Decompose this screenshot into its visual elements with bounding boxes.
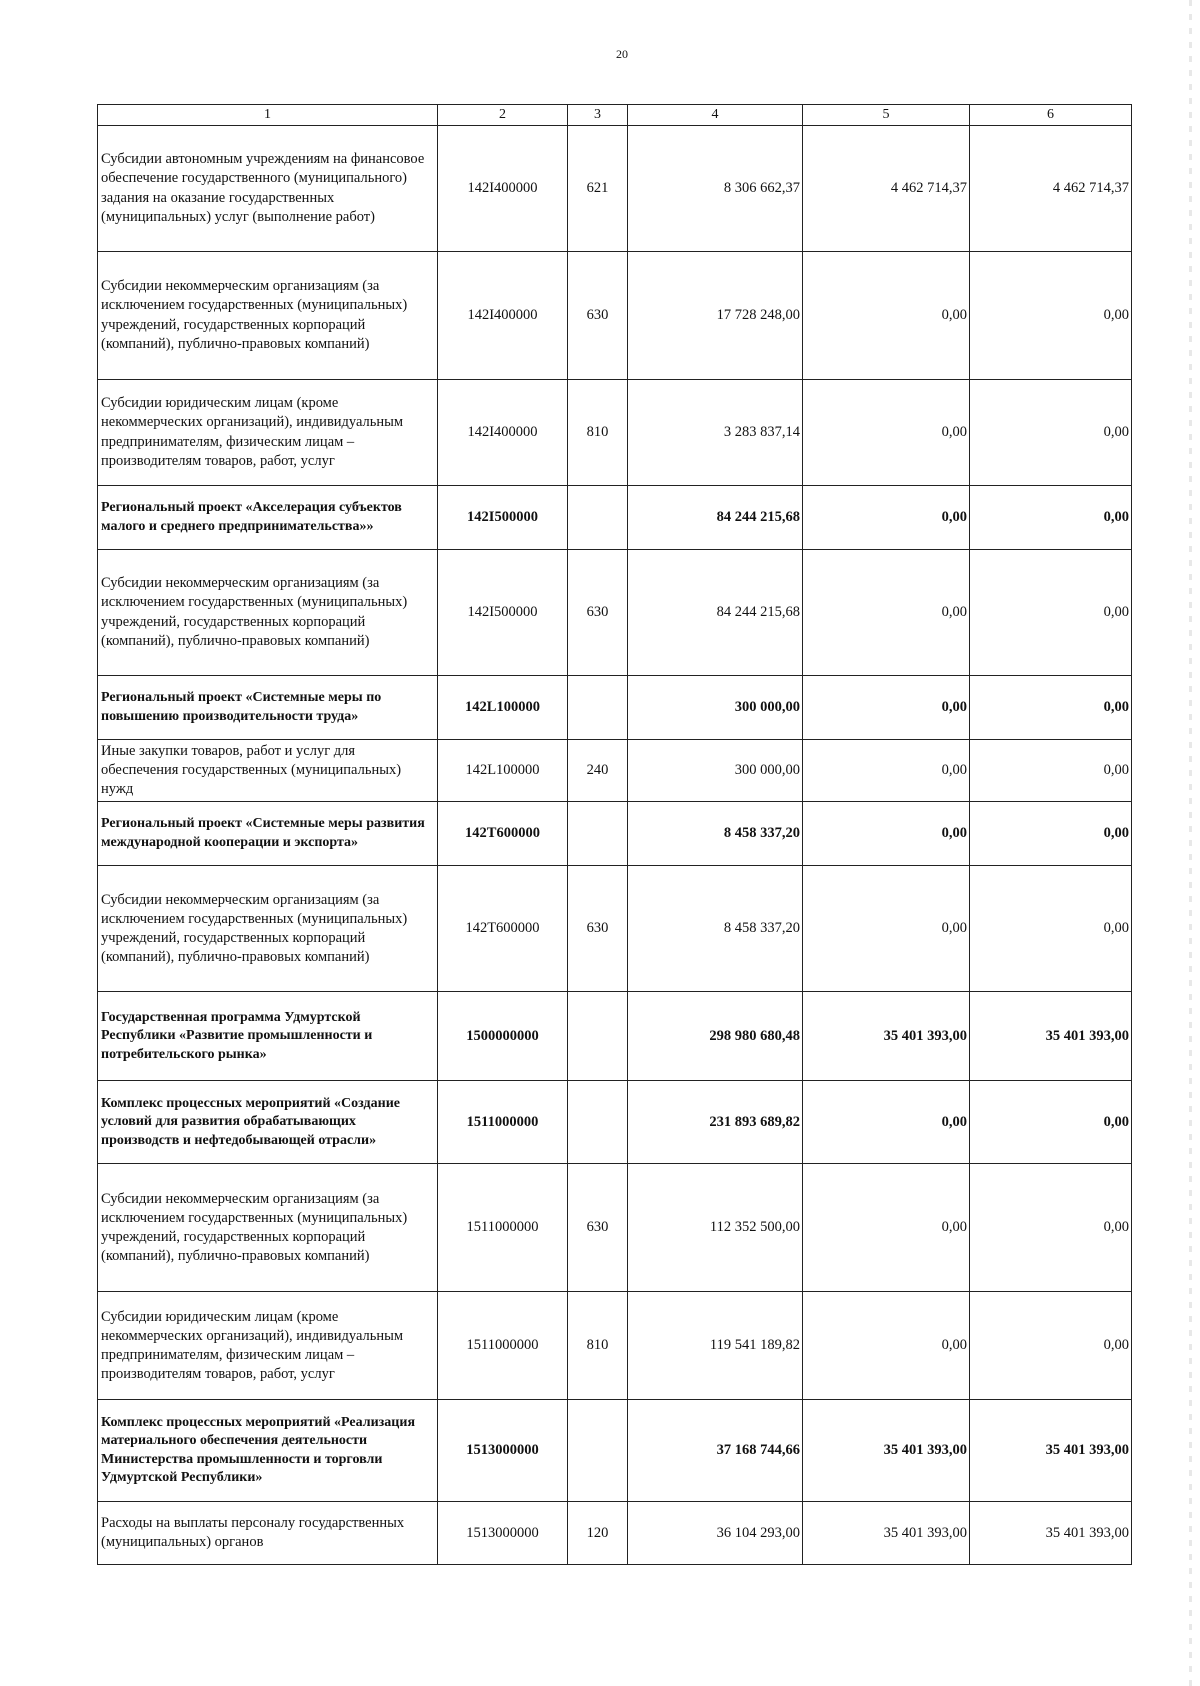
row-name-cell: Комплекс процессных мероприятий «Реализация материального обеспечения деятельности Министерства промышленности и торговли Удмуртской Республики» bbox=[98, 1400, 438, 1502]
table-row bbox=[98, 1292, 1132, 1400]
row-value-col6-cell: 0,00 bbox=[970, 866, 1132, 992]
row-expense-type-cell: 810 bbox=[568, 380, 628, 486]
row-value-col5-cell: 35 401 393,00 bbox=[803, 1400, 970, 1502]
row-value-col6-cell: 0,00 bbox=[970, 1292, 1132, 1400]
row-name-cell: Региональный проект «Системные меры развития международной кооперации и экспорта» bbox=[98, 802, 438, 866]
row-value-col6-cell: 0,00 bbox=[970, 380, 1132, 486]
row-value-col4-cell: 3 283 837,14 bbox=[628, 380, 803, 486]
row-expense-type-cell bbox=[568, 1400, 628, 1502]
row-value-col4-cell: 298 980 680,48 bbox=[628, 992, 803, 1081]
row-value-col5-cell: 0,00 bbox=[803, 676, 970, 740]
row-expense-type-cell bbox=[568, 486, 628, 550]
budget-table bbox=[97, 104, 1132, 1565]
row-value-col6-cell: 0,00 bbox=[970, 1081, 1132, 1164]
table-row bbox=[98, 550, 1132, 676]
row-name-cell: Региональный проект «Акселерация субъектов малого и среднего предпринимательства»» bbox=[98, 486, 438, 550]
row-name-cell: Субсидии некоммерческим организациям (за исключением государственных (муниципальных) учреждений, государственных корпораций (компаний), публично-правовых компаний) bbox=[98, 252, 438, 380]
row-value-col6-cell: 0,00 bbox=[970, 252, 1132, 380]
row-code-cell: 1511000000 bbox=[438, 1081, 568, 1164]
row-code-cell: 142I400000 bbox=[438, 380, 568, 486]
row-name-cell: Расходы на выплаты персоналу государственных (муниципальных) органов bbox=[98, 1502, 438, 1565]
row-code-cell: 142I400000 bbox=[438, 126, 568, 252]
row-name-cell: Государственная программа Удмуртской Республики «Развитие промышленности и потребительского рынка» bbox=[98, 992, 438, 1081]
table-body bbox=[98, 126, 1132, 1565]
row-value-col5-cell: 0,00 bbox=[803, 252, 970, 380]
row-name-cell: Субсидии некоммерческим организациям (за исключением государственных (муниципальных) учреждений, государственных корпораций (компаний), публично-правовых компаний) bbox=[98, 550, 438, 676]
row-name-cell: Субсидии некоммерческим организациям (за исключением государственных (муниципальных) учреждений, государственных корпораций (компаний), публично-правовых компаний) bbox=[98, 866, 438, 992]
row-value-col4-cell: 300 000,00 bbox=[628, 740, 803, 802]
row-name-cell: Иные закупки товаров, работ и услуг для обеспечения государственных (муниципальных) нужд bbox=[98, 740, 438, 802]
table-row bbox=[98, 1164, 1132, 1292]
row-expense-type-cell: 240 bbox=[568, 740, 628, 802]
row-expense-type-cell: 630 bbox=[568, 866, 628, 992]
row-name-cell: Субсидии юридическим лицам (кроме некоммерческих организаций), индивидуальным предпринимателям, физическим лицам – производителям товаров, работ, услуг bbox=[98, 1292, 438, 1400]
row-value-col5-cell: 0,00 bbox=[803, 486, 970, 550]
row-value-col6-cell: 0,00 bbox=[970, 486, 1132, 550]
row-code-cell: 1513000000 bbox=[438, 1400, 568, 1502]
row-value-col4-cell: 300 000,00 bbox=[628, 676, 803, 740]
row-value-col4-cell: 231 893 689,82 bbox=[628, 1081, 803, 1164]
row-value-col4-cell: 84 244 215,68 bbox=[628, 486, 803, 550]
row-code-cell: 1513000000 bbox=[438, 1502, 568, 1565]
row-expense-type-cell: 630 bbox=[568, 252, 628, 380]
table-row bbox=[98, 740, 1132, 802]
row-value-col5-cell: 0,00 bbox=[803, 866, 970, 992]
table-row bbox=[98, 1081, 1132, 1164]
header-col-5: 5 bbox=[803, 105, 970, 126]
row-value-col6-cell: 4 462 714,37 bbox=[970, 126, 1132, 252]
row-name-cell: Субсидии юридическим лицам (кроме некоммерческих организаций), индивидуальным предпринимателям, физическим лицам – производителям товаров, работ, услуг bbox=[98, 380, 438, 486]
table-row bbox=[98, 802, 1132, 866]
row-code-cell: 142T600000 bbox=[438, 866, 568, 992]
row-value-col4-cell: 8 458 337,20 bbox=[628, 866, 803, 992]
table-row bbox=[98, 676, 1132, 740]
table-row bbox=[98, 866, 1132, 992]
row-value-col6-cell: 0,00 bbox=[970, 802, 1132, 866]
row-expense-type-cell bbox=[568, 1081, 628, 1164]
row-expense-type-cell: 630 bbox=[568, 1164, 628, 1292]
row-name-cell: Субсидии некоммерческим организациям (за исключением государственных (муниципальных) учреждений, государственных корпораций (компаний), публично-правовых компаний) bbox=[98, 1164, 438, 1292]
table-row bbox=[98, 126, 1132, 252]
row-value-col4-cell: 84 244 215,68 bbox=[628, 550, 803, 676]
row-value-col5-cell: 0,00 bbox=[803, 802, 970, 866]
row-code-cell: 1500000000 bbox=[438, 992, 568, 1081]
row-value-col5-cell: 0,00 bbox=[803, 1292, 970, 1400]
header-col-3: 3 bbox=[568, 105, 628, 126]
row-value-col6-cell: 0,00 bbox=[970, 676, 1132, 740]
row-code-cell: 142I500000 bbox=[438, 486, 568, 550]
row-expense-type-cell: 630 bbox=[568, 550, 628, 676]
table-row bbox=[98, 380, 1132, 486]
row-expense-type-cell bbox=[568, 676, 628, 740]
row-value-col4-cell: 37 168 744,66 bbox=[628, 1400, 803, 1502]
row-expense-type-cell: 810 bbox=[568, 1292, 628, 1400]
row-value-col5-cell: 4 462 714,37 bbox=[803, 126, 970, 252]
table-row bbox=[98, 252, 1132, 380]
scan-edge-artifact bbox=[1189, 0, 1192, 1686]
row-code-cell: 142T600000 bbox=[438, 802, 568, 866]
row-code-cell: 1511000000 bbox=[438, 1292, 568, 1400]
row-code-cell: 142L100000 bbox=[438, 740, 568, 802]
row-value-col4-cell: 36 104 293,00 bbox=[628, 1502, 803, 1565]
row-value-col4-cell: 17 728 248,00 bbox=[628, 252, 803, 380]
row-value-col6-cell: 0,00 bbox=[970, 550, 1132, 676]
row-value-col6-cell: 35 401 393,00 bbox=[970, 1400, 1132, 1502]
row-value-col4-cell: 8 306 662,37 bbox=[628, 126, 803, 252]
header-col-4: 4 bbox=[628, 105, 803, 126]
row-name-cell: Региональный проект «Системные меры по повышению производительности труда» bbox=[98, 676, 438, 740]
row-value-col5-cell: 0,00 bbox=[803, 1164, 970, 1292]
row-expense-type-cell bbox=[568, 802, 628, 866]
header-col-1: 1 bbox=[98, 105, 438, 126]
row-expense-type-cell: 621 bbox=[568, 126, 628, 252]
header-col-2: 2 bbox=[438, 105, 568, 126]
header-col-6: 6 bbox=[970, 105, 1132, 126]
row-code-cell: 142L100000 bbox=[438, 676, 568, 740]
table-header-row bbox=[98, 105, 1132, 126]
row-value-col5-cell: 0,00 bbox=[803, 380, 970, 486]
row-value-col6-cell: 35 401 393,00 bbox=[970, 992, 1132, 1081]
row-value-col5-cell: 0,00 bbox=[803, 1081, 970, 1164]
row-value-col5-cell: 0,00 bbox=[803, 740, 970, 802]
row-name-cell: Субсидии автономным учреждениям на финансовое обеспечение государственного (муниципального) задания на оказание государственных (муниципальных) услуг (выполнение работ) bbox=[98, 126, 438, 252]
row-value-col5-cell: 0,00 bbox=[803, 550, 970, 676]
row-value-col5-cell: 35 401 393,00 bbox=[803, 992, 970, 1081]
row-value-col5-cell: 35 401 393,00 bbox=[803, 1502, 970, 1565]
row-value-col6-cell: 0,00 bbox=[970, 1164, 1132, 1292]
table-row bbox=[98, 1502, 1132, 1565]
table-row bbox=[98, 1400, 1132, 1502]
row-code-cell: 142I400000 bbox=[438, 252, 568, 380]
page-number: 20 bbox=[616, 47, 628, 61]
row-value-col4-cell: 119 541 189,82 bbox=[628, 1292, 803, 1400]
row-name-cell: Комплекс процессных мероприятий «Создание условий для развития обрабатывающих производств и нефтедобывающей отрасли» bbox=[98, 1081, 438, 1164]
row-value-col6-cell: 35 401 393,00 bbox=[970, 1502, 1132, 1565]
row-value-col4-cell: 112 352 500,00 bbox=[628, 1164, 803, 1292]
row-code-cell: 1511000000 bbox=[438, 1164, 568, 1292]
row-code-cell: 142I500000 bbox=[438, 550, 568, 676]
table-row bbox=[98, 992, 1132, 1081]
row-value-col6-cell: 0,00 bbox=[970, 740, 1132, 802]
budget-table-container bbox=[97, 104, 1131, 1565]
table-row bbox=[98, 486, 1132, 550]
row-expense-type-cell bbox=[568, 992, 628, 1081]
row-expense-type-cell: 120 bbox=[568, 1502, 628, 1565]
row-value-col4-cell: 8 458 337,20 bbox=[628, 802, 803, 866]
